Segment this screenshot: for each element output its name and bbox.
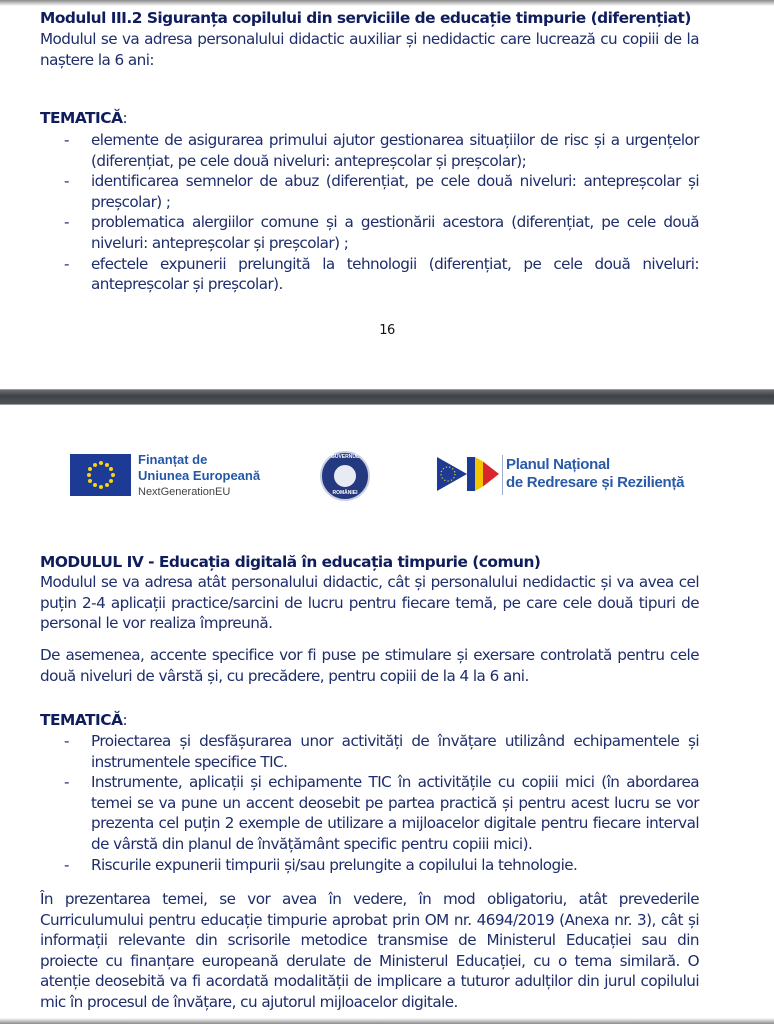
eu-funding-text [138, 452, 260, 500]
list-item: - efectele expunerii prelungită la tehnologii (diferențiat, pe cele două niveluri: antepreșcolar și preșcolar). [40, 254, 699, 295]
module-4-closing-paragraph: În prezentarea temei, se vor avea în vedere, în mod obligatoriu, atât prevederile Curriculumului pentru educație timpurie aprobat prin OM nr. 4694/2019 (Anexa nr. 3), cât și informații relevante din scrisorile metodice transmise de Ministerul Educației sau din proiecte cu finanțare europeană derulate de Ministerul Educației, cu o tema similară. O atenție deosebită va fi acordată modalității de implicare a tuturor adulților din jurul copilului mic în procesul de învățare, cu ajutorul mijloacelor digitale. [40, 890, 699, 1011]
pnrr-arrows-logo-icon [437, 457, 501, 491]
eu-star-icon [93, 483, 97, 487]
list-item: - Proiectarea și desfășurarea unor activități de învățare utilizând echipamentele și instrumentele specifice TIC. [40, 731, 699, 772]
eu-text-line1: Finanțat de [138, 452, 208, 467]
tematica-label: TEMATICĂ [40, 109, 123, 127]
module-4-intro-1: Modulul se va adresa atât personalului didactic, cât și personalului nedidactic și va avea cel puțin 2-4 aplicații practice/sarcini de lucru pentru fiecare temă, pe care cele două tipuri de personal le vor realiza împreună. [40, 573, 699, 633]
document-page-16 [0, 0, 774, 389]
eu-star-icon [105, 463, 109, 467]
gov-seal-bottom-text: ROMÂNIEI [332, 490, 358, 496]
list-item: - Instrumente, aplicații și echipamente TIC în activitățile cu copiii mici (în abordarea temei se va pune un accent deosebit pe partea practică și pentru acest lucru se vor prezenta cel puțin 2 exemple de utilizare a mijloacelor digitale pentru fiecare interval de vârstă din planul de învățământ specific pentru copiii mici). [40, 772, 699, 854]
eu-star-icon [88, 467, 92, 471]
romanian-government-seal-icon [320, 451, 370, 501]
pnrr-text-line1: Planul Național [506, 456, 610, 473]
module-4-intro-2: De asemenea, accente specifice vor fi puse pe stimulare și exersare controlată pentru cele două niveluri de vârstă și, cu precădere, pentru copiii de la 4 la 6 ani. [40, 646, 699, 685]
page-number: 16 [379, 323, 395, 338]
tematica-list-1 [40, 130, 699, 295]
tematica-colon: : [122, 109, 128, 127]
eu-star-icon [105, 483, 109, 487]
page-separator [0, 389, 774, 405]
tematica-heading-1 [40, 108, 699, 129]
tematica-colon: : [122, 711, 128, 729]
module-4-heading: MODULUL IV - Educația digitală în educația timpurie (comun) [40, 553, 541, 571]
pnrr-divider [502, 455, 503, 495]
eu-star-icon [99, 485, 103, 489]
list-item: - problematica alergiilor comune și a gestionării acestora (diferențiat, pe cele două niveluri: antepreșcolar și preșcolar) ; [40, 212, 699, 253]
eu-text-line2: Uniunea Europeană [138, 468, 261, 483]
list-item: - Riscurile expunerii timpurii și/sau prelungite a copilului la tehnologie. [40, 855, 699, 876]
tematica-label: TEMATICĂ [40, 711, 123, 729]
funding-logos-header [0, 448, 774, 504]
tematica-list-2 [40, 731, 699, 875]
eu-text-line3: NextGenerationEU [138, 486, 231, 498]
eu-star-icon [109, 467, 113, 471]
eu-star-icon [88, 479, 92, 483]
eu-star-icon [99, 461, 103, 465]
list-item: - elemente de asigurarea primului ajutor gestionarea situațiilor de risc și a urgențelor (diferențiat, pe cele două niveluri: antepreșcolar și preșcolar); [40, 130, 699, 171]
eu-star-icon [111, 473, 115, 477]
eu-star-icon [87, 473, 91, 477]
pnrr-ro-red [483, 462, 499, 487]
module-3-2-intro: Modulul se va adresa personalului didactic auxiliar și nedidactic care lucrează cu copiii de la naștere la 6 ani: [40, 30, 699, 69]
module-3-2-heading: Modulul III.2 Siguranța copilului din serviciile de educație timpurie (diferențiat) [40, 9, 691, 27]
page-top-shadow [0, 0, 774, 6]
page-bottom-shadow [0, 1018, 774, 1024]
eu-star-icon [93, 463, 97, 467]
pnrr-ro-blue [467, 457, 475, 491]
tematica-heading-2 [40, 710, 699, 731]
pnrr-eu-arrow [437, 457, 467, 491]
pnrr-ro-yellow [475, 457, 483, 491]
gov-seal-top-text: GUVERNUL [330, 454, 360, 460]
pnrr-text [506, 456, 684, 492]
eu-star-icon [109, 479, 113, 483]
list-item: - identificarea semnelor de abuz (diferențiat, pe cele două niveluri: antepreșcolar și preșcolar) ; [40, 171, 699, 212]
pnrr-text-line2: de Redresare și Reziliență [506, 474, 685, 491]
eu-flag-icon [70, 454, 131, 496]
coat-of-arms-icon [333, 464, 357, 488]
